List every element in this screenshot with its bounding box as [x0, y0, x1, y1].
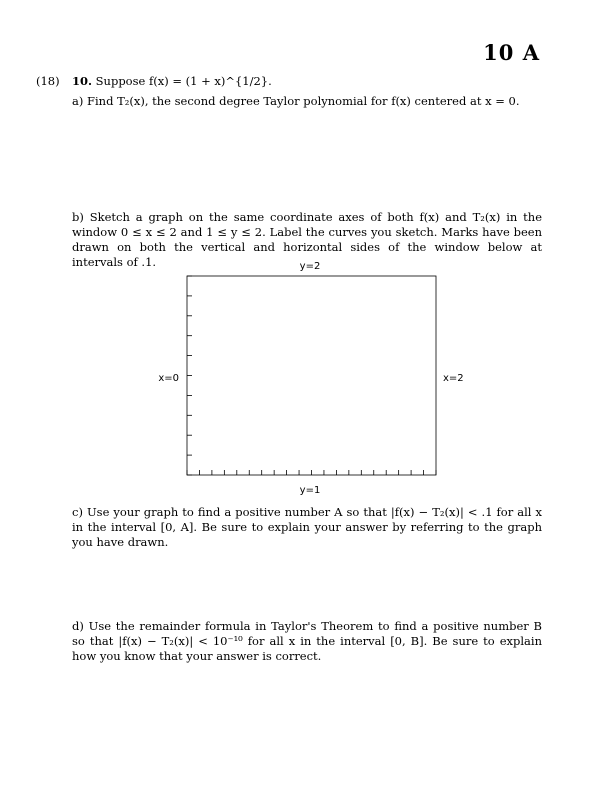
problem-points: (18): [36, 74, 60, 88]
page-header-title: 10 A: [483, 40, 540, 65]
part-a-label: a): [72, 94, 84, 108]
problem-intro-text: Suppose f(x) = (1 + x)^{1/2}.: [95, 74, 272, 88]
part-c: [72, 505, 542, 550]
part-b-label: b): [72, 210, 84, 224]
part-d: [72, 619, 542, 664]
graph-window: [150, 258, 470, 498]
graph-ticks: [187, 276, 436, 475]
part-d-label: d): [72, 619, 84, 633]
graph-right-label: x=2: [443, 373, 464, 384]
part-d-text: Use the remainder formula in Taylor's Theorem to find a positive number B so that |f(x) − T₂(x)| < 10⁻¹⁰ for all x in the interval [0, B]. Be sure to explain how you know that your answer is correct.: [72, 619, 543, 663]
part-c-label: c): [72, 505, 83, 519]
part-b-text: Sketch a graph on the same coordinate axes of both f(x) and T₂(x) in the window 0 ≤ x ≤ 2 and 1 ≤ y ≤ 2. Label the curves you sketch. Marks have been drawn on both the vertical and horizontal sides of the window below at intervals of .1.: [72, 210, 543, 269]
problem-number: 10.: [72, 74, 93, 88]
graph-frame: [187, 276, 436, 475]
part-c-text: Use your graph to find a positive number A so that |f(x) − T₂(x)| < .1 for all x in the interval [0, A]. Be sure to explain your answer by referring to the graph you have drawn.: [72, 505, 543, 549]
graph-svg: [150, 258, 470, 498]
graph-left-label: x=0: [158, 373, 179, 384]
graph-top-label: y=2: [299, 261, 321, 272]
part-a-text: Find T₂(x), the second degree Taylor polynomial for f(x) centered at x = 0.: [87, 94, 520, 108]
graph-bottom-label: y=1: [299, 485, 321, 496]
problem-intro: [72, 74, 542, 89]
part-a: [72, 94, 542, 109]
